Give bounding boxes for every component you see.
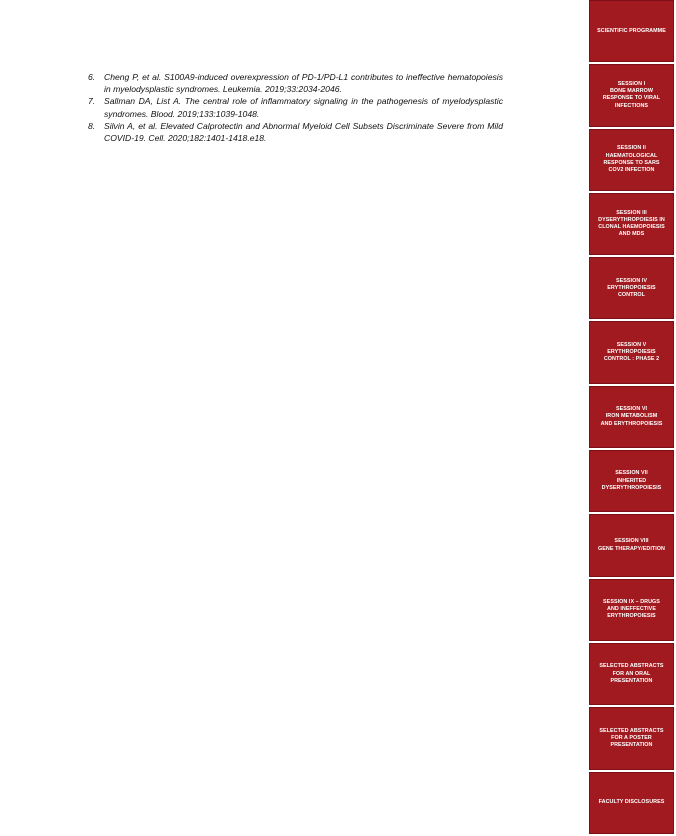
nav-tab-session-v[interactable] bbox=[589, 321, 674, 383]
nav-tab-label: SCIENTIFIC PROGRAMME bbox=[597, 27, 666, 34]
nav-tab-session-vi[interactable] bbox=[589, 386, 674, 448]
reference-list bbox=[88, 71, 503, 144]
nav-tab-label: SESSION VII INHERITED DYSERYTHROPOIESIS bbox=[601, 470, 662, 491]
sidebar-navigation bbox=[589, 0, 674, 836]
nav-tab-scientific-programme[interactable] bbox=[589, 0, 674, 62]
nav-tab-label: SESSION VI IRON METABOLISM AND ERYTHROPOIESIS bbox=[600, 406, 663, 427]
nav-tab-label: SESSION II HAEMATOLOGICAL RESPONSE TO SARS COV2 INFECTION bbox=[603, 145, 660, 173]
reference-text: Silvin A, et al. Elevated Calprotectin and Abnormal Myeloid Cell Subsets Discriminate Severe from Mild COVID-19. Cell. 2020;182:1401-1418.e18. bbox=[104, 120, 503, 144]
nav-tab-session-vii[interactable] bbox=[589, 450, 674, 512]
nav-tab-label: SELECTED ABSTRACTS FOR A POSTER PRESENTATION bbox=[599, 727, 664, 749]
reference-number: 8. bbox=[88, 120, 96, 131]
reference-item bbox=[88, 95, 503, 119]
nav-tab-faculty-disclosures[interactable] bbox=[589, 772, 674, 834]
nav-tab-session-i[interactable] bbox=[589, 64, 674, 126]
nav-tab-label: SESSION V ERYTHROPOIESIS CONTROL : PHASE 2 bbox=[603, 341, 660, 363]
nav-tab-session-iii[interactable] bbox=[589, 193, 674, 255]
nav-tab-oral-abstracts[interactable] bbox=[589, 643, 674, 705]
reference-text: Cheng P, et al. S100A9-induced overexpression of PD-1/PD-L1 contributes to ineffective hematopoiesis in myelodysplastic syndromes. Leukemia. 2019;33:2034-2046. bbox=[104, 72, 503, 95]
nav-tab-label: SESSION IV ERYTHROPOIESIS CONTROL bbox=[607, 277, 656, 298]
nav-tab-label: SESSION I BONE MARROW RESPONSE TO VIRAL INFECTIONS bbox=[602, 81, 661, 109]
reference-number: 7. bbox=[88, 96, 96, 107]
nav-tab-label: SESSION IX – DRUGS AND INEFFECTIVE ERYTHROPOIESIS bbox=[603, 599, 660, 620]
nav-tab-label: FACULTY DISCLOSURES bbox=[598, 799, 665, 806]
nav-tab-session-ix[interactable] bbox=[589, 579, 674, 641]
reference-item bbox=[88, 120, 503, 144]
nav-tab-poster-abstracts[interactable] bbox=[589, 707, 674, 769]
nav-tab-session-iv[interactable] bbox=[589, 257, 674, 319]
reference-text: Sallman DA, List A. The central role of inflammatory signaling in the pathogenesis of myelodysplastic syndromes. Blood. 2019;133:1039-1048. bbox=[104, 96, 503, 119]
nav-tab-label: SELECTED ABSTRACTS FOR AN ORAL PRESENTATION bbox=[599, 663, 664, 684]
reference-item bbox=[88, 71, 503, 95]
reference-number: 6. bbox=[88, 72, 96, 82]
nav-tab-session-ii[interactable] bbox=[589, 129, 674, 191]
nav-tab-label: SESSION III DYSERYTHROPOIESIS IN CLONAL HAEMOPOIESIS AND MDS bbox=[598, 209, 665, 238]
nav-tab-session-viii[interactable] bbox=[589, 514, 674, 576]
nav-tab-label: SESSION VIII GENE THERAPY/EDITION bbox=[598, 538, 665, 552]
